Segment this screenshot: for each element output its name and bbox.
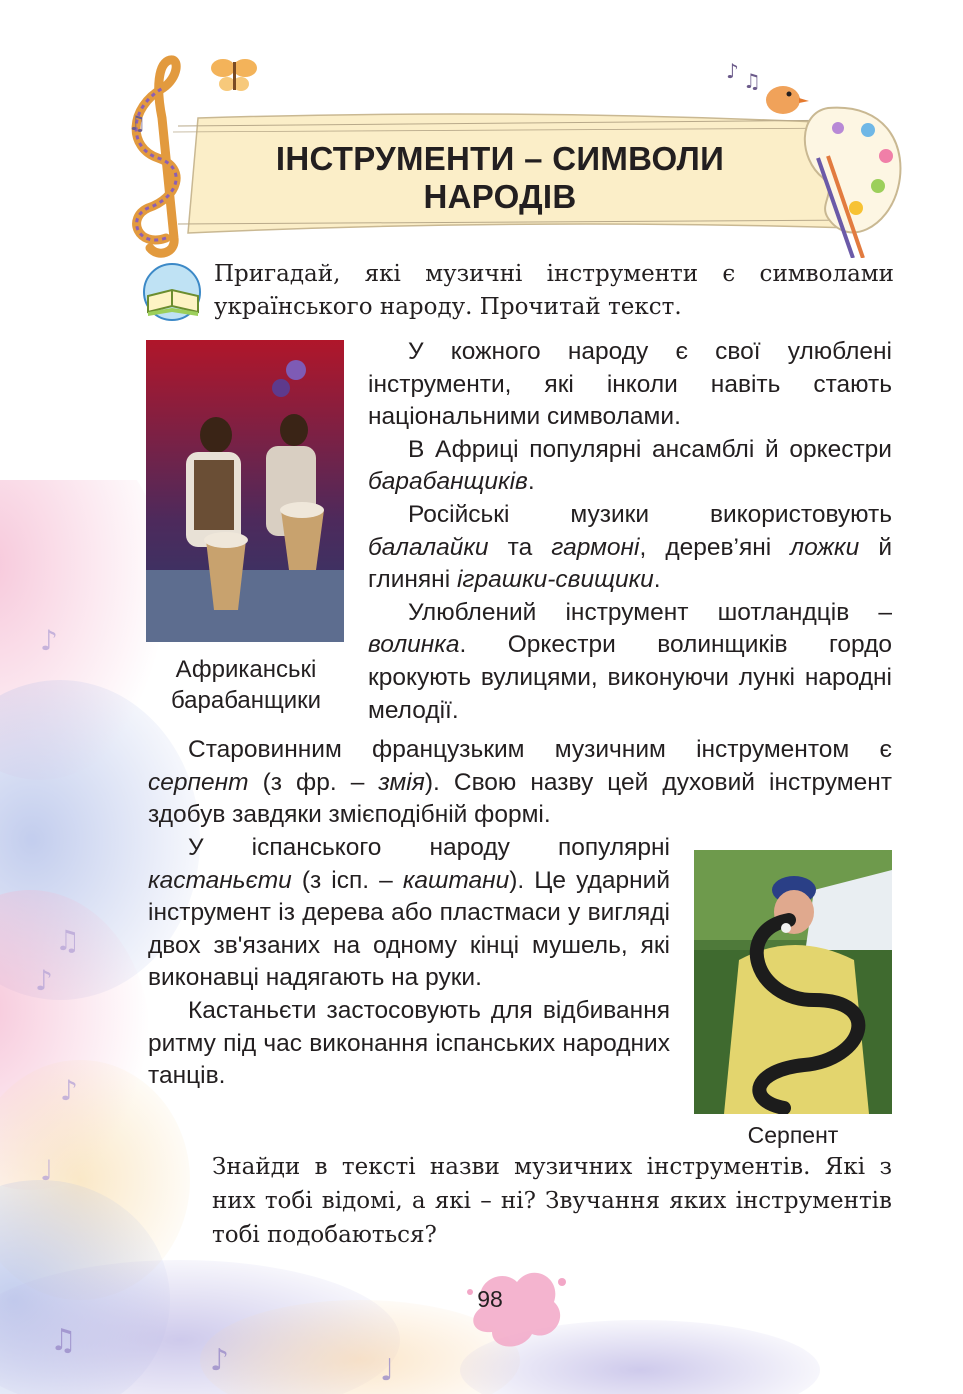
text-full-width	[148, 734, 892, 832]
paragraph-scotland: Улюблений інструмент шотландців – волинка. Оркестри волинщиків гордо крокують вулицями, виконуючи лункі народні мелодії.	[368, 598, 892, 724]
paragraph-russia: Російські музики використовують балалайки та гармоні, дерев’яні ложки й глиняні іграшки-свищики.	[368, 500, 893, 594]
title-line-2: НАРОДІВ	[423, 178, 577, 215]
music-note-icon: ♩	[380, 1353, 395, 1388]
music-note-icon: ♪	[40, 624, 58, 657]
text-column-2	[148, 832, 670, 1093]
paragraph-castanets: Кастаньєти застосовують для відбивання ритму під час виконання іспанських народних танців.	[148, 996, 670, 1090]
title-line-1: ІНСТРУМЕНТИ – СИМВОЛИ	[275, 140, 725, 177]
music-note-icon: ♪	[60, 1074, 78, 1107]
photo-serpent	[694, 850, 892, 1114]
music-note-icon: ♪	[35, 964, 53, 997]
paragraph-france: Старовинним французьким музичним інструментом є серпент (з фр. – змія). Свою назву цей духовий інструмент здобув завдяки змієподібній формі.	[148, 736, 892, 829]
music-note-icon: ♩	[40, 1154, 54, 1187]
text-column-1	[368, 336, 892, 727]
music-note-icon: ♪	[726, 59, 739, 83]
page-title	[200, 140, 800, 216]
bird-icon	[766, 86, 809, 114]
treble-clef-icon	[136, 60, 176, 253]
music-note-icon: ♫	[743, 69, 761, 93]
page-number: 98	[477, 1286, 503, 1312]
butterfly-icon	[211, 59, 257, 91]
intro-instruction: Пригадай, які музичні інструменти є символами українського народу. Прочитай текст.	[214, 261, 894, 320]
music-note-icon: ♫	[50, 1323, 77, 1358]
caption-serpent: Серпент	[747, 1122, 839, 1148]
music-note-icon: ♫	[55, 924, 81, 957]
photo-african-drummers	[146, 340, 344, 642]
paragraph-spain: У іспанського народу популярні кастаньєти (з ісп. – каштани). Це ударний інструмент із дерева або пластмаси у вигляді двох зв'язаних на одному кінці мушель, які виконавці надягають на руки.	[148, 834, 671, 992]
music-note-icon: ♪	[210, 1343, 230, 1378]
paragraph-national-symbols: У кожного народу є свої улюблені інструменти, які інколи навіть стають національними символами.	[368, 338, 892, 431]
task-instruction: Знайди в тексті назви музичних інструментів. Які з них тобі відомі, а які – ні? Звучання яких інструментів тобі подобаються?	[212, 1154, 892, 1248]
open-book-icon	[140, 262, 210, 322]
paragraph-africa: В Африці популярні ансамблі й оркестри барабанщиків.	[368, 435, 892, 496]
caption-african-drummers: Африканські барабанщики	[170, 656, 322, 714]
music-note-icon: ♫	[128, 111, 146, 135]
